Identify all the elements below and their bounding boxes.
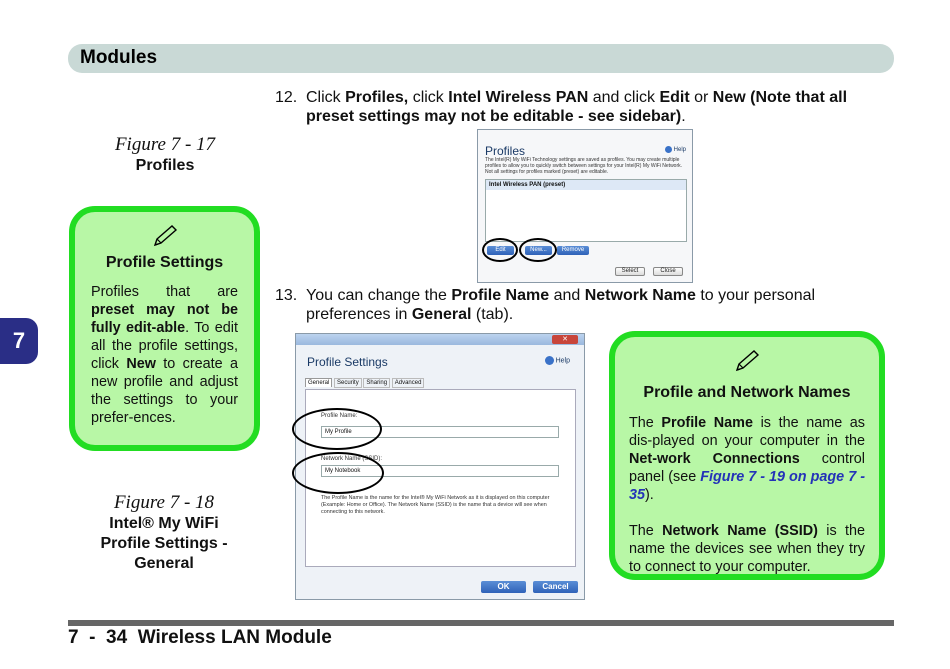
pencil-icon — [151, 224, 179, 248]
sidebar-profile-settings — [69, 206, 260, 451]
sidebar-paragraph-1: The Profile Name is the name as dis-played on your computer in the Net-work Connections control panel (see Figure 7 - 19 on page 7 - 35). — [629, 415, 866, 503]
figure-title: Profiles — [135, 157, 195, 174]
profiles-description: The Intel(R) My WiFi Technology settings are saved as profiles. You may create multiple profiles to allow you to quickly switch between settings for your Intel(R) My WiFi Network. Not all settings for profiles marked (preset) are editable. — [485, 157, 683, 175]
edit-button[interactable]: Edit — [487, 246, 514, 255]
sidebar-paragraph-2: The Network Name (SSID) is the name the devices see when they try to connect to your computer. — [629, 523, 866, 575]
figure-number: Figure 7 - 17 — [114, 134, 216, 155]
header-bar — [68, 44, 894, 73]
ok-button[interactable]: OK — [481, 581, 526, 593]
profile-name-label: Profile Name: — [321, 413, 358, 419]
window-title: Profile Settings — [307, 355, 388, 369]
close-button[interactable]: Close — [653, 267, 683, 276]
step-text: You can change the Profile Name and Network Name to your personal preferences in General (tab). — [306, 287, 816, 323]
figure-caption-1 — [90, 134, 240, 176]
network-name-label: Network Name (SSID): — [321, 456, 383, 462]
figure-caption-2 — [84, 492, 244, 574]
cancel-button[interactable]: Cancel — [533, 581, 578, 593]
help-link[interactable]: Help — [665, 146, 686, 153]
help-icon — [545, 356, 554, 365]
step-12 — [275, 88, 875, 128]
help-link[interactable]: Help — [545, 356, 570, 365]
page-section-title: Modules — [80, 47, 158, 68]
sidebar-text: Profiles that are preset may not be fully edit-able. To edit all the profile settings, click New to create a new profile and adjust the settings to your prefer-ences. — [91, 284, 238, 426]
step-13 — [275, 286, 875, 326]
step-number: 12. — [275, 89, 298, 106]
figure-title-line: Profile Settings - — [100, 535, 228, 552]
figure-link[interactable]: Figure 7 - 19 on page 7 - 35 — [629, 469, 865, 503]
sidebar-title: Profile and Network Names — [643, 384, 851, 401]
sidebar-title: Profile Settings — [105, 254, 224, 271]
figure-number: Figure 7 - 18 — [113, 492, 215, 513]
figure-title-line: General — [134, 555, 194, 572]
remove-button[interactable]: Remove — [557, 246, 589, 255]
tab-sharing[interactable]: Sharing — [363, 378, 390, 388]
window-titlebar — [296, 334, 584, 345]
profile-name-field[interactable]: My Profile — [321, 426, 559, 438]
footer-page-label: 7 - 34 Wireless LAN Module — [68, 627, 332, 648]
tab-bar — [305, 378, 424, 388]
select-button[interactable]: Select — [615, 267, 645, 276]
step-text: Click Profiles, click Intel Wireless PAN and click Edit or New (Note that all preset settings may not be editable - see sidebar). — [306, 89, 848, 125]
window-title: Profiles — [485, 144, 526, 158]
window-close-button[interactable]: ✕ — [552, 335, 578, 344]
profiles-list[interactable] — [485, 179, 687, 242]
highlight-circle-network-name — [292, 452, 384, 494]
chapter-tab: 7 — [0, 318, 38, 364]
help-icon — [665, 146, 672, 153]
profile-settings-description: The Profile Name is the name for the Intel® My WiFi Network as it is displayed on this computer (Example: Home or Office). The Network Name (SSID) is the name that a device will see when connecting to this network. — [321, 495, 550, 515]
tab-security[interactable]: Security — [334, 378, 362, 388]
network-name-field[interactable]: My Notebook — [321, 465, 559, 477]
highlight-circle-new — [519, 238, 557, 262]
highlight-circle-profile-name — [292, 408, 382, 450]
list-item[interactable]: Intel Wireless PAN (preset) — [486, 180, 686, 190]
highlight-circle-edit — [482, 238, 518, 262]
sidebar-profile-network-names — [609, 331, 885, 580]
new-button[interactable]: New... — [525, 246, 552, 255]
footer-bar — [68, 620, 894, 626]
figure-title-line: Intel® My WiFi — [109, 515, 219, 532]
step-number: 13. — [275, 287, 298, 304]
tab-general[interactable]: General — [305, 378, 332, 387]
pencil-icon — [733, 349, 761, 373]
tab-advanced[interactable]: Advanced — [392, 378, 425, 388]
